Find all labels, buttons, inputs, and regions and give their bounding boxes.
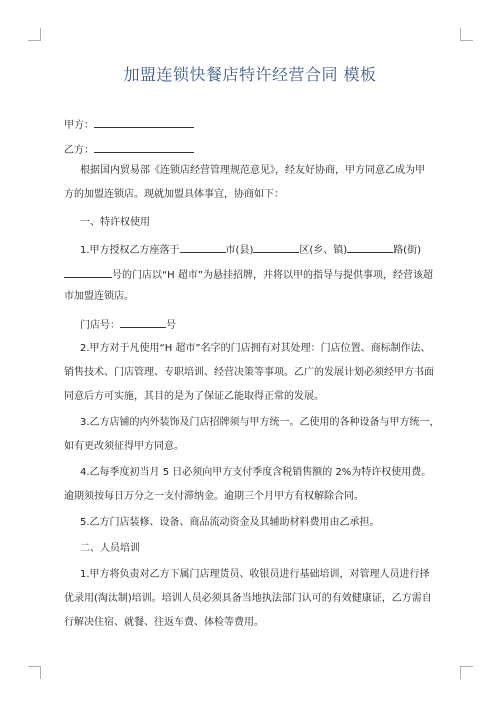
party-a-blank[interactable] xyxy=(94,116,194,128)
party-b-blank[interactable] xyxy=(94,141,194,153)
document-title: 加盟连锁快餐店特许经营合同 模板 xyxy=(123,65,377,84)
store-number-line: 门店号： 号 xyxy=(80,316,440,333)
clause-2-line-1: 2.甲方对于凡使用“H 超市”名字的门店拥有对其处理：门店位置、商标制作法、 xyxy=(80,343,431,354)
preamble-line-2: 方的加盟连锁店。现就加盟具体事宜，协商如下： xyxy=(64,189,284,200)
section-heading-2: 二、人员培训 xyxy=(80,543,140,554)
section-heading-1: 一、特许权使用 xyxy=(80,217,150,228)
clause-5-line-1: 5.乙方门店装修、设备、商品流动资金及其辅助材料费用由乙承担。 xyxy=(80,517,380,528)
crop-mark-top-left xyxy=(28,28,41,41)
training-line-2: 优录用(淘汰制)培训。培训人员必须具备当地执法部门认可的有效健康证，乙方需自 xyxy=(64,593,432,604)
store-number-blank[interactable] xyxy=(120,316,166,328)
training-line-1: 1.甲方将负责对乙方下属门店理货员、收银员进行基础培训，对管理人员进行择 xyxy=(80,569,430,580)
clause-3-line-2: 如有更改须征得甲方同意。 xyxy=(64,441,184,452)
party-a-line xyxy=(64,116,440,133)
road-blank[interactable] xyxy=(347,241,393,253)
party-a-label: 甲方： xyxy=(64,120,94,131)
party-b-line xyxy=(64,141,440,158)
preamble-line-1: 根据国内贸易部《连锁店经营管理规范意见》，经友好协商，甲方同意乙成为甲 xyxy=(80,165,425,176)
clause-1-line-1: 1.甲方授权乙方座落于 市(县) 区(乡、镇) 路(街) xyxy=(80,241,440,258)
clause-1-line-2: 号的门店以“H 超市”为悬挂招牌，并将以甲的指导与提供事项，经营该超 xyxy=(64,266,440,283)
clause-4-line-2: 逾期须按每日万分之一支付滞纳金。逾期三个月甲方有权解除合同。 xyxy=(64,491,364,502)
clause-1-line-3: 市加盟连锁店。 xyxy=(64,291,134,302)
crop-mark-bottom-left xyxy=(28,666,41,679)
crop-mark-top-right xyxy=(460,28,473,41)
training-line-3: 行解决住宿、就餐、往返车费、体检等费用。 xyxy=(64,617,264,628)
district-blank[interactable] xyxy=(253,241,299,253)
clause-2-line-2: 销售技术、门店管理、专职培训、经营决策等事项。乙广的发展计划必须经甲方书面 xyxy=(64,367,434,378)
clause-2-line-3: 同意后方可实施，其目的是为了保证乙能取得正常的发展。 xyxy=(64,391,324,402)
city-blank[interactable] xyxy=(180,241,226,253)
clause-4-line-1: 4.乙每季度初当月 5 日必须向甲方支付季度含税销售额的 2%为特许权使用费。 xyxy=(80,467,432,478)
number-blank[interactable] xyxy=(64,266,112,278)
crop-mark-bottom-right xyxy=(460,666,473,679)
clause-3-line-1: 3.乙方店铺的内外装饰及门店招牌须与甲方统一。乙使用的各种设备与甲方统一， xyxy=(80,417,440,428)
party-b-label: 乙方： xyxy=(64,145,94,156)
